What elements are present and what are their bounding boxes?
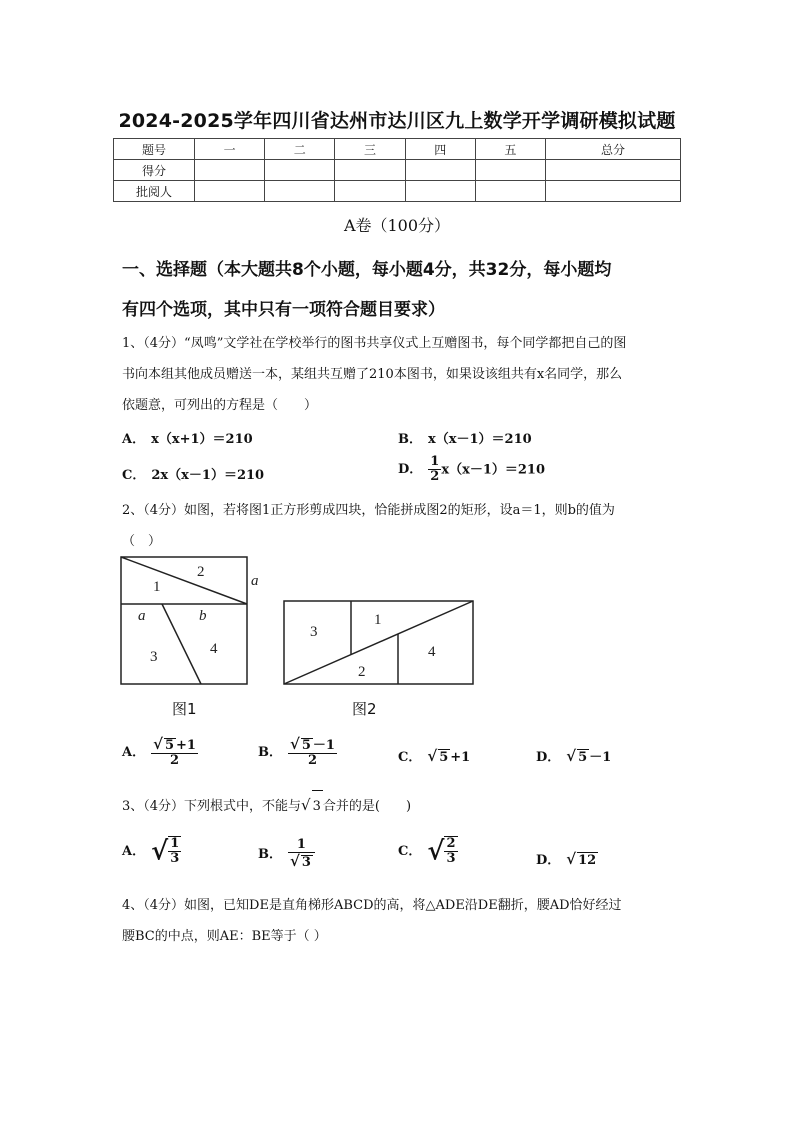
fig1-cut-diagonal [121,557,247,604]
q3-stem-post: 合并的是( ) [322,799,412,814]
q1-line: 1、（4分）“凤鸣”文学社在学校举行的图书共享仪式上互赠图书，每个同学都把自己的图 [122,336,627,351]
radical-sign: √ [290,852,300,871]
q1-option-a[interactable] [122,428,253,447]
option-label: C． [122,468,146,483]
numerator-rest: －1 [312,738,335,753]
q2-stem [122,495,682,557]
row-label: 批阅人 [114,181,195,202]
option-rest: +1 [450,750,471,765]
fig1-labels [138,564,259,665]
score-cell [405,160,475,181]
grader-cell [335,181,405,202]
radicand: 5 [301,738,311,753]
radical-sign: √ [151,836,169,867]
q3-option-a[interactable] [122,836,181,867]
numerator-rest: +1 [176,738,196,753]
fig1-label: 4 [210,641,218,657]
header-cell: 二 [265,139,335,160]
fraction-denominator: 3 [446,851,456,867]
fig1-label: 1 [153,579,161,595]
q3-stem-pre: 3、（4分）下列根式中，不能与 [122,799,302,814]
section1-heading-line2: 有四个选项，其中只有一项符合题目要求） [122,300,445,320]
figure-2-caption: 图2 [352,700,377,718]
fraction-numerator: 2 [446,836,456,851]
q3-option-d[interactable] [536,849,598,868]
radical-sign: √ [153,735,163,753]
q4-stem [122,890,682,952]
option-label: A． [122,432,146,447]
radicand: 3 [301,855,311,871]
score-row [114,160,681,181]
fraction-numerator: 1 [430,454,440,469]
section1-heading-line1: 一、选择题（本大题共8个小题，每小题4分，共32分，每小题均 [122,260,612,280]
radicand: 12 [578,853,597,868]
fraction [168,836,181,867]
radicand: 5 [578,750,588,765]
score-table-header-row [114,139,681,160]
option-label: A． [122,843,146,859]
score-cell [475,160,545,181]
q1-option-d[interactable] [398,455,545,485]
option-label: B． [258,846,282,862]
q4-line: 腰BC的中点，则AE：BE等于（ ） [122,929,327,944]
fraction-numerator: 1 [288,838,315,853]
radical-sign: √ [301,796,311,814]
radicand: 5 [439,750,449,765]
option-label: D． [398,462,423,478]
fig1-label: a [251,573,259,589]
grader-cell [546,181,681,202]
fraction [151,736,198,769]
option-label: B． [398,432,422,447]
grader-cell [265,181,335,202]
q2-line: （ ） [122,534,162,549]
exam-title: 2024-2025学年四川省达州市达川区九上数学开学调研模拟试题 [118,110,676,132]
fraction [288,736,337,769]
radicand: 5 [164,738,174,753]
radical-sign: √ [566,747,577,765]
fraction-denominator: 2 [430,469,440,485]
option-label: B． [258,744,282,760]
fig2-labels [310,612,436,680]
fraction [428,455,441,485]
score-cell [335,160,405,181]
fig1-label: a [138,608,146,624]
score-cell [195,160,265,181]
option-text: x（x－1）＝210 [441,462,546,478]
fraction-numerator [288,736,337,754]
header-cell: 一 [195,139,265,160]
radical-sign: √ [427,747,438,765]
q2-option-c[interactable] [398,746,470,765]
score-cell [265,160,335,181]
q2-option-b[interactable] [258,736,337,769]
q2-line: 2、（4分）如图，若将图1正方形剪成四块，恰能拼成图2的矩形，设a＝1，则b的值为 [122,503,615,518]
option-label: D． [536,750,561,765]
option-text: x（x－1）＝210 [428,432,532,447]
fig1-cut-slant [162,604,201,684]
fig2-label: 2 [358,664,366,680]
radicand: 3 [312,790,323,822]
fraction-denominator: 2 [170,753,180,769]
header-cell: 题号 [114,139,195,160]
grader-row [114,181,681,202]
fraction-numerator: 1 [170,836,180,851]
grader-cell [405,181,475,202]
radical-sign: √ [566,850,577,868]
fraction-denominator: 2 [307,753,317,769]
header-cell: 五 [475,139,545,160]
q1-line: 依题意，可列出的方程是（ ） [122,398,318,413]
fig2-label: 4 [428,644,436,660]
option-label: C． [398,750,422,765]
q1-line: 书向本组其他成员赠送一本，某组共互赠了210本图书，如果设该组共有x名同学，那么 [122,367,623,382]
row-label: 得分 [114,160,195,181]
header-cell: 总分 [546,139,681,160]
grader-cell [195,181,265,202]
q2-option-a[interactable] [122,736,198,769]
option-text: 2x（x－1）＝210 [151,468,265,483]
q3-option-c[interactable] [398,836,458,867]
grader-cell [475,181,545,202]
q1-option-b[interactable] [398,428,532,447]
q1-option-c[interactable] [122,464,264,483]
fraction-denominator: 3 [170,851,180,867]
option-rest: －1 [589,750,612,765]
q3-option-b[interactable] [258,838,315,871]
fig1-label: 2 [197,564,205,580]
radical-sign: √ [427,836,445,867]
option-label: C． [398,843,422,859]
score-table [113,138,681,202]
fraction [288,838,315,871]
q4-line: 4、（4分）如图，已知DE是直角梯形ABCD的高，将△ADE沿DE翻折，腰AD恰好经过 [122,898,622,913]
fig1-label: 3 [150,649,158,665]
option-text: x（x+1）＝210 [151,432,253,447]
radical-sign: √ [290,735,300,753]
q1-stem [122,328,682,421]
q3-stem [122,790,682,822]
header-cell: 四 [405,139,475,160]
header-cell: 三 [335,139,405,160]
fraction [444,836,457,867]
score-cell [546,160,681,181]
option-label: A． [122,744,146,760]
fig2-label: 1 [374,612,382,628]
fig2-label: 3 [310,624,318,640]
fraction-denominator [288,853,315,870]
fig1-label: b [199,608,207,624]
q2-option-d[interactable] [536,746,611,765]
option-label: D． [536,853,561,868]
figure-1-caption: 图1 [172,700,197,718]
fraction-numerator [151,736,198,754]
q2-figures [110,550,490,690]
section-a-heading: A卷（100分） [343,216,451,235]
